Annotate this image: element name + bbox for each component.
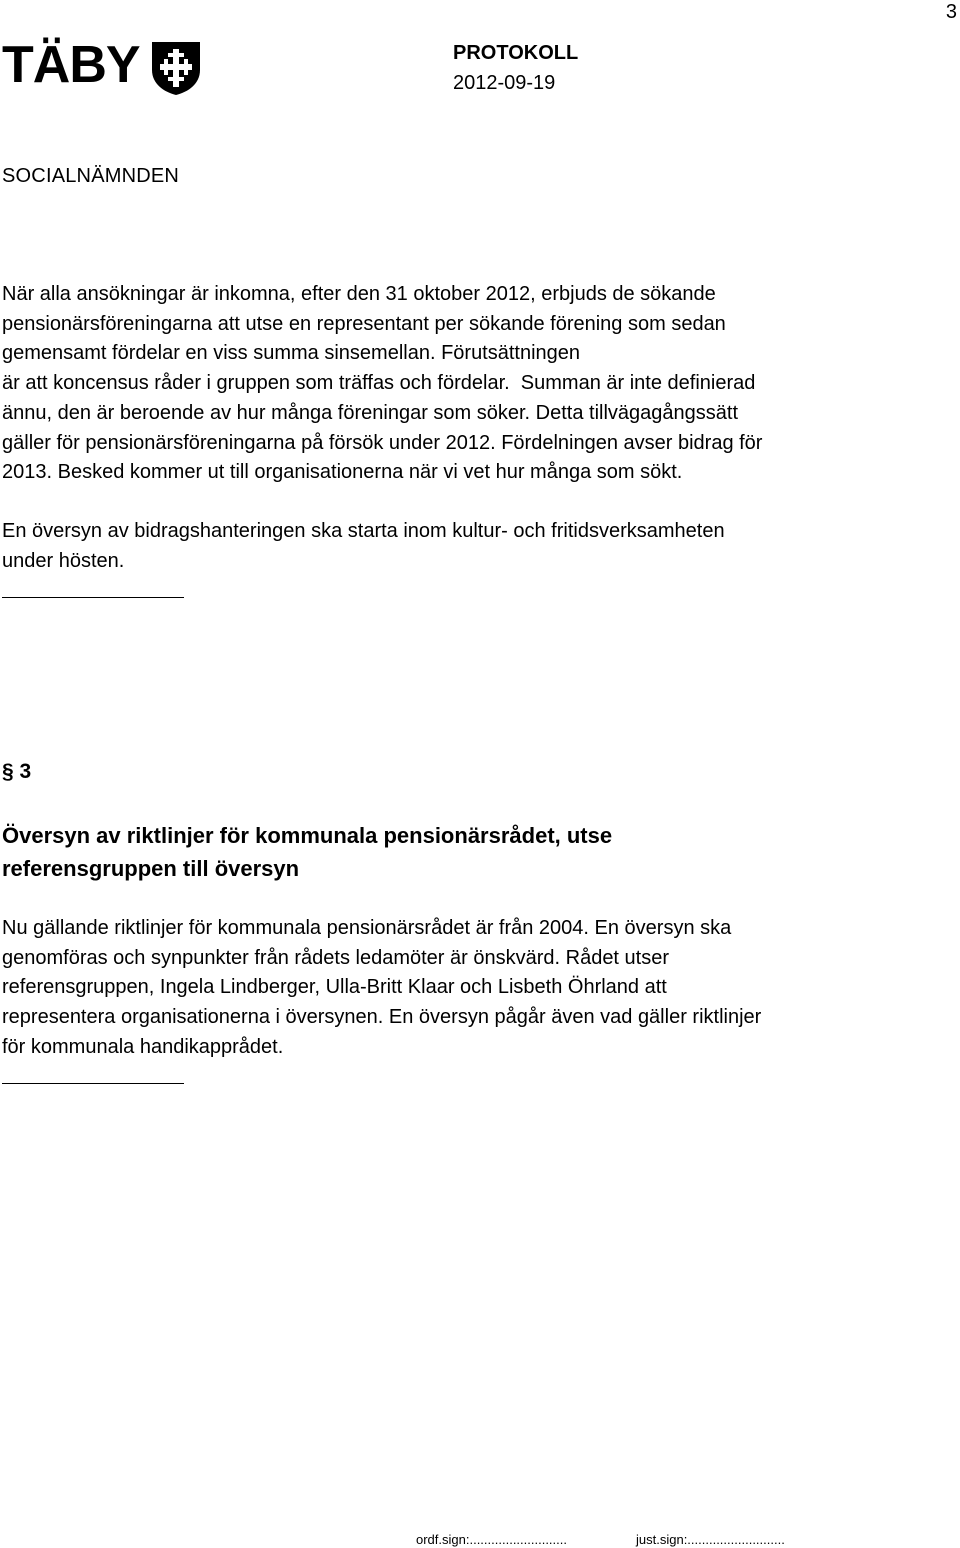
paragraph-line: för kommunala handikapprådet.	[2, 1035, 284, 1058]
paragraph-line: under hösten.	[2, 549, 125, 572]
adjuster-signature-field: just.sign:...........................	[636, 1532, 785, 1547]
section-number: § 3	[2, 760, 32, 783]
paragraph-line: är att koncensus råder i gruppen som träffas och fördelar. Summan är inte definierad	[2, 372, 756, 395]
document-date: 2012-09-19	[453, 72, 556, 94]
section-title	[2, 820, 612, 885]
paragraph-line: Nu gällande riktlinjer för kommunala pensionärsrådet är från 2004. En översyn ska	[2, 917, 732, 939]
paragraph-line: ännu, den är beroende av hur många föreningar som söker. Detta tillvägagångssätt	[2, 401, 739, 424]
taby-logo	[2, 38, 202, 100]
paragraph-allocation	[2, 280, 932, 488]
logo-wordmark: TÄBY	[2, 36, 140, 94]
paragraph-line: gemensamt fördelar en viss summa sinsemellan. Förutsättningen	[2, 342, 581, 365]
paragraph-line: När alla ansökningar är inkomna, efter den 31 oktober 2012, erbjuds de sökande	[2, 283, 716, 305]
document-type: PROTOKOLL	[453, 42, 579, 64]
paragraph-line: gäller för pensionärsföreningarna på försök under 2012. Fördelningen avser bidrag för	[2, 431, 763, 454]
section-body	[2, 914, 932, 1063]
section-divider	[2, 1083, 184, 1084]
paragraph-line: pensionärsföreningarna att utse en representant per sökande förening som sedan	[2, 312, 726, 335]
taby-crest-icon	[150, 40, 202, 96]
paragraph-line: 2013. Besked kommer ut till organisationerna när vi vet hur många som sökt.	[2, 461, 683, 484]
section-divider	[2, 597, 184, 598]
section-title-line: referensgruppen till översyn	[2, 855, 300, 881]
section-title-line: Översyn av riktlinjer för kommunala pensionärsrådet, utse	[2, 823, 613, 848]
paragraph-line: genomföras och synpunkter från rådets ledamöter är önskvärd. Rådet utser	[2, 946, 670, 969]
page-number: 3	[945, 1, 957, 23]
paragraph-review	[2, 517, 932, 576]
paragraph-line: En översyn av bidragshanteringen ska starta inom kultur- och fritidsverksamheten	[2, 520, 725, 542]
paragraph-line: representera organisationerna i översynen. En översyn pågår även vad gäller riktlinjer	[2, 1006, 762, 1029]
paragraph-line: referensgruppen, Ingela Lindberger, Ulla-Britt Klaar och Lisbeth Öhrland att	[2, 976, 667, 999]
chair-signature-field: ordf.sign:...........................	[416, 1532, 567, 1547]
department-name: SOCIALNÄMNDEN	[2, 165, 180, 187]
